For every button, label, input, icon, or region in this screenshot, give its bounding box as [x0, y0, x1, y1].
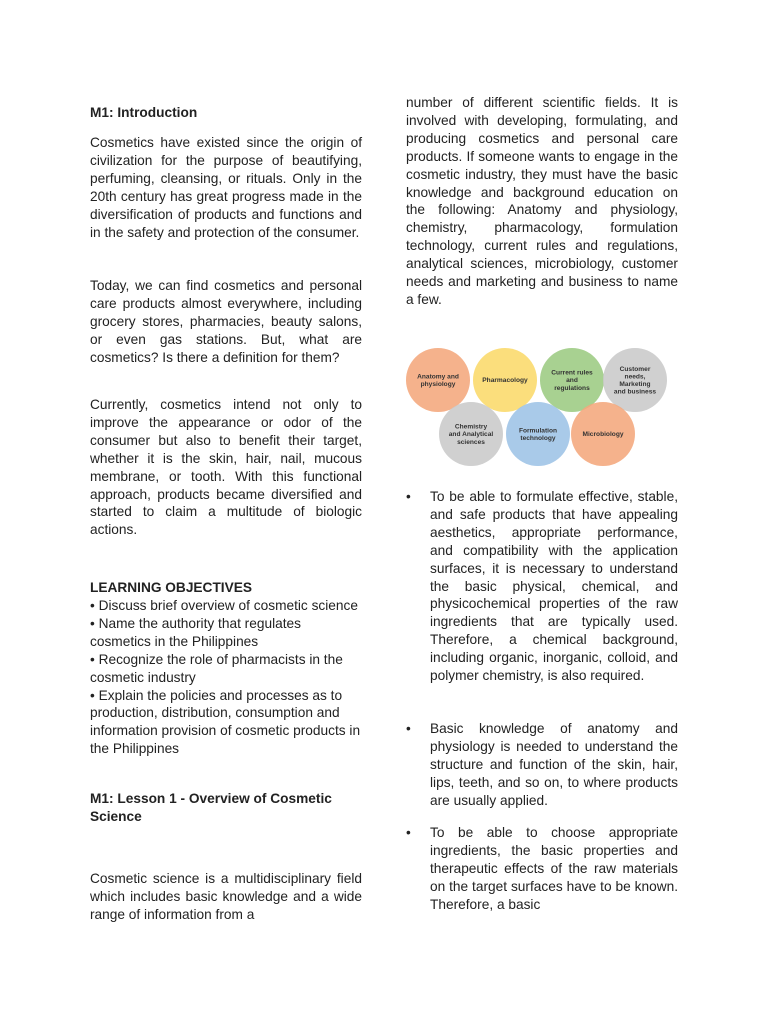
diagram-circle-label: Marketing: [619, 381, 651, 388]
lesson-paragraph: Cosmetic science is a multidisciplinary field which includes basic knowledge and a wide range of information from a: [90, 871, 362, 922]
diagram-circle-label: Anatomy and: [417, 373, 459, 381]
objective-item: • Recognize the role of pharmacists in the cosmetic industry: [90, 651, 343, 685]
diagram-circle-label: physiology: [420, 381, 456, 388]
diagram-circle-label: technology: [520, 435, 556, 442]
objective-item: • Discuss brief overview of cosmetic science: [90, 598, 358, 613]
diagram-circle: [603, 348, 667, 412]
right-paragraph: number of different scientific fields. It is involved with developing, formulating, and producing cosmetics and personal care products. If someone wants to engage in the cosmetic industry, they must have the basic knowledge and background education on the following: Anatomy and physiology, chemistry, pharmacology, formulation technology, current rules and regulations, analytical sciences, microbiology, customer needs and marketing and business to name a few.: [406, 95, 678, 307]
diagram-circle-label: needs,: [624, 373, 646, 381]
intro-paragraph-1: Cosmetics have existed since the origin of civilization for the purpose of beautifying, perfuming, cleansing, or rituals. Only in the 20th century has great progress made in the diversification of products and functions and in the safety and protection of the consumer.: [90, 135, 362, 240]
diagram-circle: [406, 348, 470, 412]
diagram-circle-label: regulations: [554, 384, 590, 392]
diagram-circle-label: and: [566, 377, 578, 385]
diagram-circle: [473, 348, 537, 412]
intro-heading: M1: Introduction: [90, 105, 198, 120]
bullet-text: To be able to formulate effective, stable, and safe products that have appealing aesthetics, appropriate performance, and compatibility with the application surfaces, it is necessary to understand the basic physical, chemical, and physicochemical properties of the raw ingredients that are typically used. Therefore, a chemical background, including organic, inorganic, colloid, and polymer chemistry, is also required.: [430, 489, 678, 684]
diagram-circle-label: sciences: [457, 438, 485, 446]
bullet-symbol: •: [406, 489, 411, 504]
bullet-text: To be able to choose appropriate ingredients, the basic properties and therapeutic effects of the raw materials on the target surfaces have to be known. Therefore, a basic: [430, 825, 678, 912]
intro-paragraph-3: Currently, cosmetics intend not only to improve the appearance or odor of the consumer but also to benefit their target, whether it is the skin, hair, nail, mucous membrane, or tooth. With this functional approach, products became diversified and started to claim a multitude of biologic actions.: [90, 397, 362, 538]
fields-venn-diagram: [404, 340, 684, 468]
diagram-circle: [439, 402, 503, 466]
diagram-circle: [540, 348, 604, 412]
objective-item: • Name the authority that regulates cosmetics in the Philippines: [90, 615, 301, 649]
diagram-circle-label: and Analytical: [448, 431, 494, 439]
bullet-item: [406, 720, 678, 810]
diagram-circle-label: Chemistry: [454, 423, 488, 431]
diagram-circle-label: Pharmacology: [482, 377, 528, 385]
diagram-circle-label: Current rules: [551, 369, 593, 377]
diagram-circle-label: Formulation: [518, 427, 558, 435]
bullet-symbol: •: [406, 825, 411, 840]
diagram-circle-label: and business: [613, 388, 657, 396]
diagram-circle-label: Customer: [619, 365, 651, 373]
bullet-item: [406, 488, 678, 685]
diagram-circle: [506, 402, 570, 466]
bullet-symbol: •: [406, 721, 411, 736]
learning-objectives-heading: LEARNING OBJECTIVES: [90, 580, 252, 595]
diagram-circle-label: Microbiology: [582, 431, 624, 439]
learning-objectives-list: [90, 597, 362, 758]
lesson-heading: M1: Lesson 1 - Overview of Cosmetic Science: [90, 791, 332, 824]
objective-item: • Explain the policies and processes as to production, distribution, consumption and information provision of cosmetic products in the Philippines: [90, 687, 361, 757]
diagram-circle: [571, 402, 635, 466]
bullet-item: [406, 824, 678, 914]
intro-paragraph-2: Today, we can find cosmetics and personal care products almost everywhere, including grocery stores, pharmacies, beauty salons, or even gas stations. But, what are cosmetics? Is there a definition for them?: [90, 278, 362, 365]
bullet-text: Basic knowledge of anatomy and physiology is needed to understand the structure and function of the skin, hair, lips, teeth, and so on, to where products are usually applied.: [430, 721, 678, 808]
